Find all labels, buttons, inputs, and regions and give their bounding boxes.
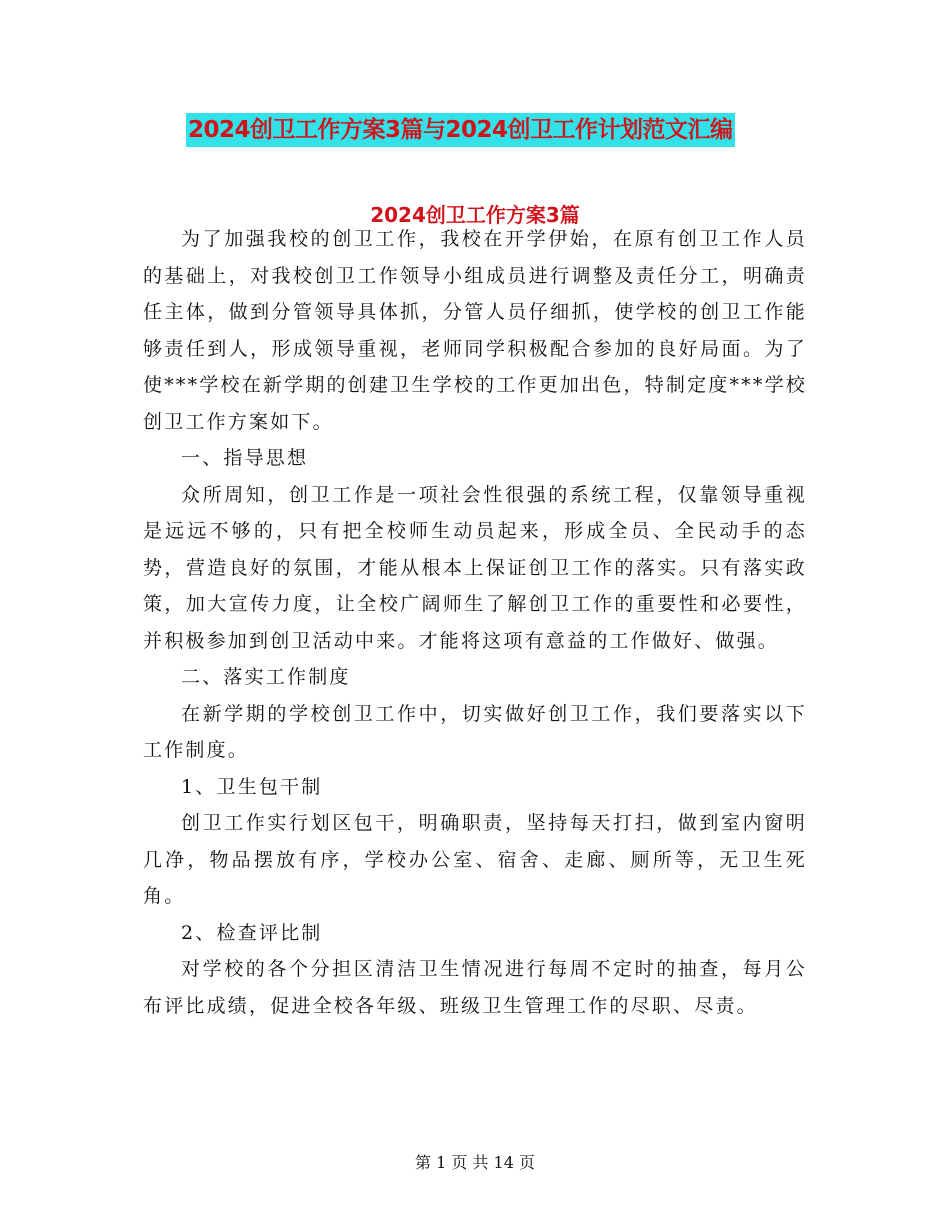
paragraph-work-system: 在新学期的学校创卫工作中，切实做好创卫工作，我们要落实以下工作制度。 [143, 702, 807, 761]
paragraph-inspection: 对学校的各个分担区清洁卫生情况进行每周不定时的抽查，每月公布评比成绩，促进全校各年级、班级卫生管理工作的尽职、尽责。 [143, 958, 807, 1017]
heading-guiding-ideology: 一、指导思想 [181, 447, 309, 469]
document-main-title: 2024创卫工作方案3篇与2024创卫工作计划范文汇编 [186, 113, 735, 147]
paragraph-guiding-ideology: 众所周知，创卫工作是一项社会性很强的系统工程，仅靠领导重视是远远不够的，只有把全校师生动员起来，形成全员、全民动手的态势，营造良好的氛围，才能从根本上保证创卫工作的落实。只有落实政策，加大宣传力度，让全校广阔师生了解创卫工作的重要性和必要性，并积极参加到创卫活动中来。才能将这项有意益的工作做好、做强。 [143, 483, 807, 652]
section-title: 2024创卫工作方案3篇 [370, 203, 580, 227]
heading-work-system: 二、落实工作制度 [181, 666, 351, 688]
page-number-footer: 第 1 页 共 14 页 [415, 1153, 535, 1172]
paragraph-hygiene-contract: 创卫工作实行划区包干，明确职责，坚持每天打扫，做到室内窗明几净，物品摆放有序，学校办公室、宿舍、走廊、厕所等，无卫生死角。 [143, 812, 807, 907]
paragraph-intro: 为了加强我校的创卫工作，我校在开学伊始，在原有创卫工作人员的基础上，对我校创卫工作领导小组成员进行调整及责任分工，明确责任主体，做到分管领导具体抓，分管人员仔细抓，使学校的创卫工作能够责任到人，形成领导重视，老师同学积极配合参加的良好局面。为了使***学校在新学期的创建卫生学校的工作更加出色，特制定度***学校创卫工作方案如下。 [143, 228, 807, 433]
heading-hygiene-contract: 1、卫生包干制 [181, 775, 323, 798]
heading-inspection: 2、检查评比制 [181, 921, 323, 944]
document-body [143, 221, 807, 1024]
